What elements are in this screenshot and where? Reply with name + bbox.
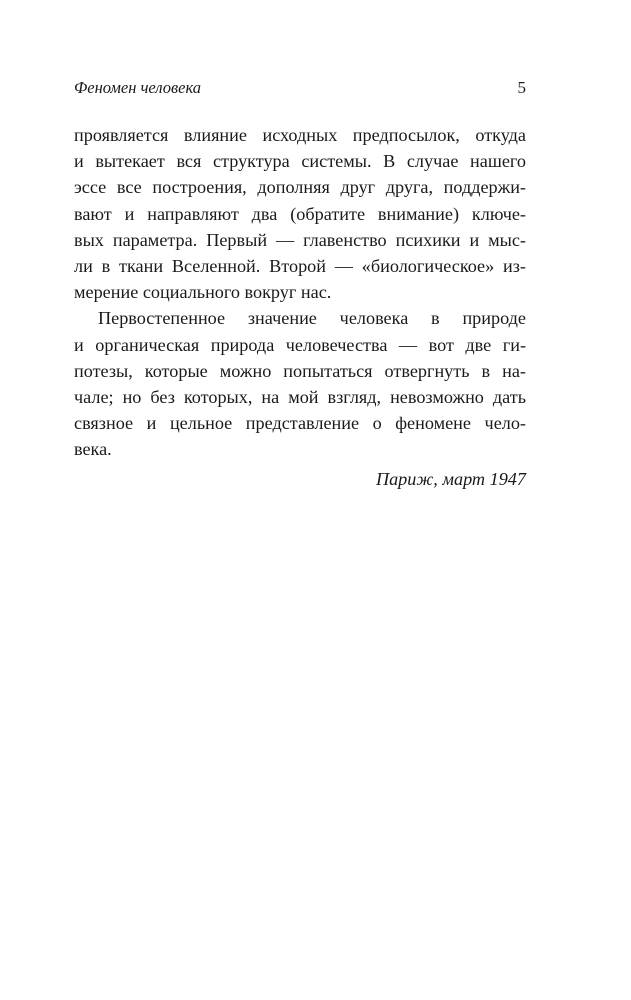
- text-line: и органическая природа человечества — вот две ги-: [74, 334, 526, 355]
- paragraph-2: [74, 305, 526, 462]
- paragraph-1: [74, 122, 526, 305]
- text-line: вают и направляют два (обратите внимание) ключе-: [74, 203, 526, 224]
- page-number: 5: [517, 78, 526, 97]
- text-line: вых параметра. Первый — главенство психики и мыс-: [74, 229, 526, 250]
- running-head: [74, 78, 526, 102]
- text-line: мерение социального вокруг нас.: [74, 282, 332, 303]
- text-line: потезы, которые можно попытаться отвергнуть в на-: [74, 360, 526, 381]
- text-line: века.: [74, 439, 112, 460]
- running-head-title: Феномен человека: [74, 78, 202, 97]
- body-text: [74, 122, 526, 494]
- text-line: связное и цельное представление о феномене чело-: [74, 413, 526, 434]
- text-line: Первостепенное значение человека в природе: [98, 308, 526, 329]
- text-line: и вытекает вся структура системы. В случае нашего: [74, 151, 526, 172]
- text-line: проявляется влияние исходных предпосылок, откуда: [74, 125, 526, 145]
- signature-place-date: Париж, март 1947: [375, 469, 526, 490]
- text-line: эссе все построения, дополняя друг друга, поддержи-: [74, 177, 526, 198]
- text-line: чале; но без которых, на мой взгляд, невозможно дать: [74, 386, 526, 407]
- text-line: ли в ткани Вселенной. Второй — «биологическое» из-: [74, 255, 526, 276]
